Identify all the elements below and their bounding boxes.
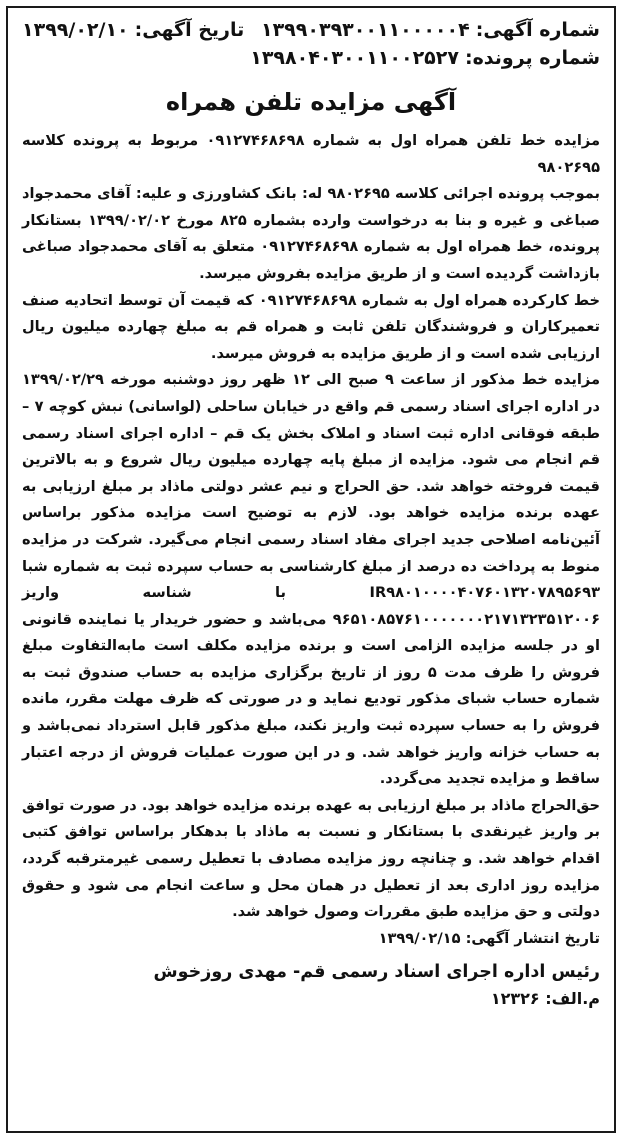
notice-number-value: ۱۳۹۹۰۳۹۳۰۰۱۱۰۰۰۰۰۴ [260, 19, 470, 41]
paragraph-valuation: خط کارکرده همراه اول به شماره ۰۹۱۲۷۴۶۸۶۹۸ که قیمت آن توسط اتحادیه صنف تعمیرکاران و فروشندگان تلفن ثابت و همراه قم به مبلغ چهارده میلیون ریال ارزیابی شده است و از طریق مزایده به فروش میرسد. [22, 291, 601, 362]
paragraph-case: بموجب پرونده اجرائی کلاسه ۹۸۰۲۶۹۵ له: بانک کشاورزی و علیه: آقای محمدجواد صباغی و غیره و بنا به درخواست وارده بشماره ۸۲۵ مورخ ۱۳۹۹/۰۲/۰۲ بستانکار پرونده، خط همراه اول به شماره ۰۹۱۲۷۴۶۸۶۹۸ متعلق به آقای محمدجواد صباغی بازداشت گردیده است و از طریق مزایده بفروش میرسد. [22, 185, 601, 282]
notice-number-label: شماره آگهی: [475, 19, 600, 41]
notice-date [22, 16, 244, 44]
reference-number: م.الف: ۱۲۳۲۶ [490, 989, 600, 1009]
header-row [22, 16, 600, 44]
case-number-value: ۱۳۹۸۰۴۰۳۰۰۱۱۰۰۲۵۲۷ [250, 47, 459, 69]
paragraph-auction-terms: مزایده خط مذکور از ساعت ۹ صبح الی ۱۲ ظهر روز دوشنبه مورخه ۱۳۹۹/۰۲/۲۹ در اداره اجرای اسناد رسمی قم واقع در خیابان ساحلی (لواسانی) نبش کوچه ۷ – طبقه فوقانی اداره ثبت اسناد و املاک بخش یک قم – اداره اجرای اسناد رسمی قم انجام می شود. مزایده از مبلغ پایه چهارده میلیون ریال شروع و به بالاترین قیمت فروخته خواهد شد. حق الحراج و نیم عشر دولتی ماذاد بر مبلغ ارزیابی به عهده برنده مزایده خواهد بود. لازم به توضیح است مزایده مذکور براساس آئین‌نامه اصلاحی جدید اجرای مفاد اسناد رسمی انجام می‌گیرد. شرکت در مزایده منوط به پرداخت ده درصد از مبلغ کارشناسی به حساب سپرده ثبت به شماره شبا IR۹۸۰۱۰۰۰۰۴۰۷۶۰۱۳۲۰۷۸۹۵۶۹۳ با شناسه واریز ۹۶۵۱۰۸۵۷۶۱۰۰۰۰۰۰۰۲۱۷۱۳۲۳۵۱۲۰۰۶ می‌باشد و حضور خریدار یا نماینده قانونی او در جلسه مزایده الزامی است و برنده مزایده مکلف است مابه‌التفاوت مبلغ فروش را ظرف مدت ۵ روز از تاریخ برگزاری مزایده به حساب صندوق ثبت به شماره حساب شبای مذکور تودیع نماید و در صورتی که ظرف مهلت مقرر، مانده فروش را به حساب سپرده ثبت واریز نکند، مبلغ مذکور قابل استرداد نمی‌باشد و به حساب خزانه واریز خواهد شد. و در این صورت عملیات فروش از درجه اعتبار ساقط و مزایده تجدید می‌گردد. [22, 371, 601, 788]
publish-date [22, 926, 600, 953]
case-number-row [22, 44, 600, 72]
notice-title: آگهی مزایده تلفن همراه [165, 88, 457, 116]
notice-date-value: ۱۳۹۹/۰۲/۱۰ [22, 19, 129, 41]
notice-frame [6, 6, 616, 1133]
paragraph-fees: حق‌الحراج ماذاد بر مبلغ ارزیابی به عهده برنده مزایده خواهد بود. در صورت توافق بر واریز غیرنقدی با بستانکار و نسبت به ماذاد با بدهکار براساس توافق کتبی اقدام خواهد شد. و چنانچه روز مزایده مصادف با تعطیل رسمی غیرمترقبه گردد، مزایده روز اداری بعد از تعطیل در همان محل و ساعت انجام می شود و حقوق دولتی و حق مزایده طبق مقررات وصول خواهد شد. [22, 796, 600, 921]
publish-date-value: ۱۳۹۹/۰۲/۱۵ [378, 929, 461, 947]
case-number-label: شماره پرونده: [464, 47, 600, 69]
notice-date-label: تاریخ آگهی: [134, 19, 245, 41]
publish-date-label: تاریخ انتشار آگهی: [465, 929, 600, 947]
notice-number [261, 16, 600, 44]
paragraph-summary: مزایده خط تلفن همراه اول به شماره ۰۹۱۲۷۴۶۸۶۹۸ مربوط به پرونده کلاسه ۹۸۰۲۶۹۵ [22, 132, 600, 176]
signature-line: رئیس اداره اجرای اسناد رسمی قم- مهدی روزخوش [153, 962, 600, 983]
